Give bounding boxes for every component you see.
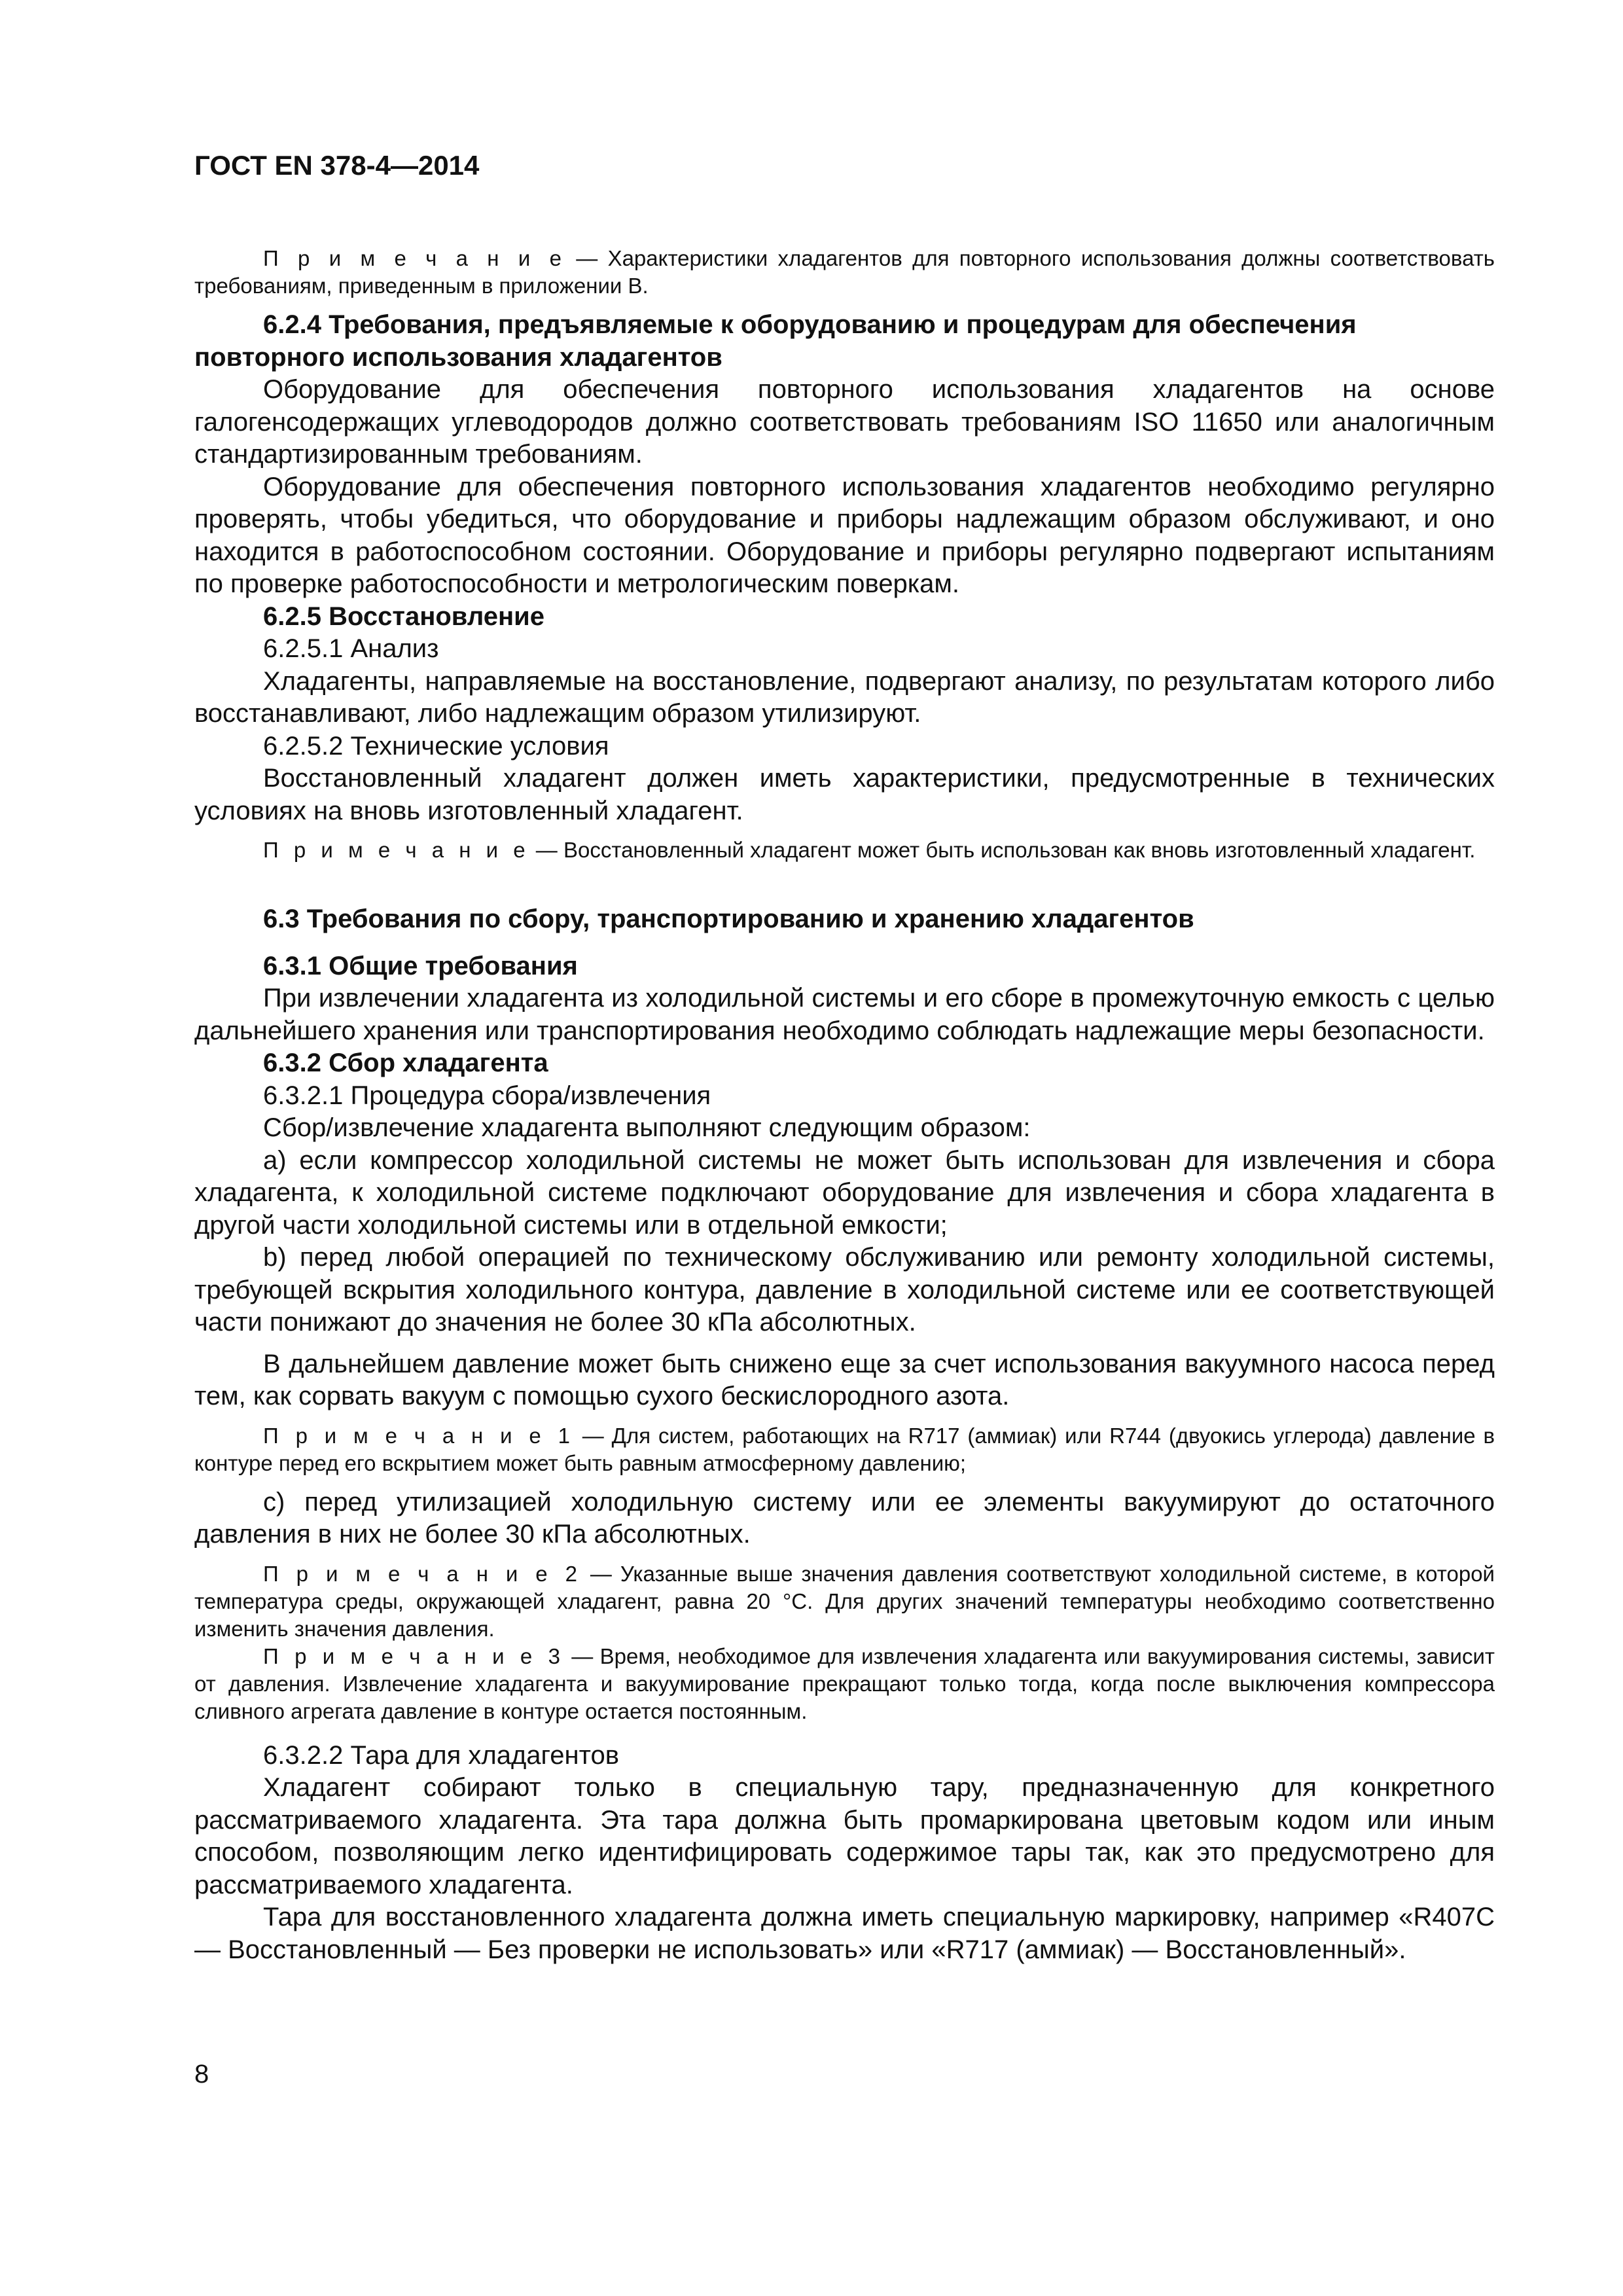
document-header: ГОСТ EN 378-4—2014 xyxy=(194,150,480,181)
list-item-b: b) перед любой операцией по техническому обслуживанию или ремонту холодильной системы, требующей вскрытия холодильного контура, давление в холодильной системе или ее соответствующей части понижают до значения не более 30 кПа абсолютных. xyxy=(194,1243,1495,1336)
note xyxy=(194,245,1495,300)
page-number: 8 xyxy=(194,2060,209,2089)
note-text: — Для систем, работающих на R717 (аммиак) или R744 (двуокись углерода) давление в контуре перед его вскрытием может быть равным атмосферному давлению; xyxy=(194,1423,1495,1475)
note-1 xyxy=(194,1422,1495,1477)
list-item-c: c) перед утилизацией холодильную систему или ее элементы вакуумируют до остаточного давления в них не более 30 кПа абсолютных. xyxy=(194,1487,1495,1549)
paragraph: В дальнейшем давление может быть снижено еще за счет использования вакуумного насоса перед тем, как сорвать вакуум с помощью сухого бескислородного азота. xyxy=(194,1349,1495,1410)
section-heading-6-3: 6.3 Требования по сбору, транспортированию и хранению хладагентов xyxy=(263,905,1194,933)
paragraph: При извлечении хладагента из холодильной системы и его сборе в промежуточную емкость с целью дальнейшего хранения или транспортирования необходимо соблюдать надлежащие меры безопасности. xyxy=(194,984,1495,1045)
note-text: — Восстановленный хладагент может быть использован как вновь изготовленный хладагент. xyxy=(529,838,1476,862)
note-label: П р и м е ч а н и е xyxy=(263,838,530,862)
paragraph: Оборудование для обеспечения повторного использования хладагентов на основе галогенсодержащих углеводородов должно соответствовать требованиям ISO 11650 или аналогичным стандартизированным требованиям. xyxy=(194,375,1495,469)
subsection-title: 6.2.5.1 Анализ xyxy=(263,634,439,663)
note-label: П р и м е ч а н и е 2 xyxy=(263,1561,582,1586)
note-label: П р и м е ч а н и е xyxy=(263,246,566,270)
paragraph: Тара для восстановленного хладагента должна иметь специальную маркировку, например «R407C — Восстановленный — Без проверки не использовать» или «R717 (аммиак) — Восстановленный». xyxy=(194,1903,1495,1964)
note-2 xyxy=(194,1560,1495,1643)
subsection-title: 6.2.5.2 Технические условия xyxy=(263,731,609,761)
section-heading-6-2-4: 6.2.4 Требования, предъявляемые к оборудованию и процедурам для обеспечения повторного использования хладагентов xyxy=(194,310,1357,372)
document-page xyxy=(194,149,1495,1966)
paragraph: Хладагент собирают только в специальную тару, предназначенную для конкретного рассматриваемого хладагента. Эта тара должна быть промаркирована цветовым кодом или иным способом, позволяющим легко идентифицировать содержимое тары так, как это предусмотрено для рассматриваемого хладагента. xyxy=(194,1773,1495,1899)
note xyxy=(194,836,1495,864)
list-item-a: a) если компрессор холодильной системы не может быть использован для извлечения и сбора хладагента, к холодильной системе подключают оборудование для извлечения и сбора хладагента в другой части холодильной системы или в отдельной емкости; xyxy=(194,1145,1495,1240)
subsection-title: 6.3.2.2 Тара для хладагентов xyxy=(263,1740,619,1770)
paragraph: Восстановленный хладагент должен иметь характеристики, предусмотренные в технических условиях на вновь изготовленный хладагент. xyxy=(194,764,1495,825)
paragraph: Сбор/извлечение хладагента выполняют следующим образом: xyxy=(263,1113,1031,1142)
paragraph: Оборудование для обеспечения повторного использования хладагентов необходимо регулярно проверять, чтобы убедиться, что оборудование и приборы надлежащим образом обслуживают, и оно находится в работоспособном состоянии. Оборудование и приборы регулярно подвергают испытаниям по проверке работоспособности и метрологическим поверкам. xyxy=(194,472,1495,598)
section-heading-6-3-1: 6.3.1 Общие требования xyxy=(263,951,578,980)
paragraph: Хладагенты, направляемые на восстановление, подвергают анализу, по результатам которого либо восстанавливают, либо надлежащим образом утилизируют. xyxy=(194,666,1495,728)
note-text: — Указанные выше значения давления соответствуют холодильной системе, в которой температура среды, окружающей хладагент, равна 20 °С. Для других значений температуры необходимо соответственно изменить значения давления. xyxy=(194,1561,1495,1641)
note-label: П р и м е ч а н и е 1 xyxy=(263,1423,575,1448)
section-heading-6-2-5: 6.2.5 Восстановление xyxy=(263,601,544,631)
subsection-title: 6.3.2.1 Процедура сбора/извлечения xyxy=(263,1081,711,1110)
note-3 xyxy=(194,1643,1495,1725)
note-text: — Время, необходимое для извлечения хладагента или вакуумирования системы, зависит от давления. Извлечение хладагента и вакуумирование прекращают только тогда, когда после выключения компрессора сливного агрегата давление в контуре остается постоянным. xyxy=(194,1643,1495,1723)
note-label: П р и м е ч а н и е 3 xyxy=(263,1643,565,1668)
note-text: — Характеристики хладагентов для повторного использования должны соответствовать требованиям, приведенным в приложении В. xyxy=(194,246,1495,298)
section-heading-6-3-2: 6.3.2 Сбор хладагента xyxy=(263,1049,548,1077)
